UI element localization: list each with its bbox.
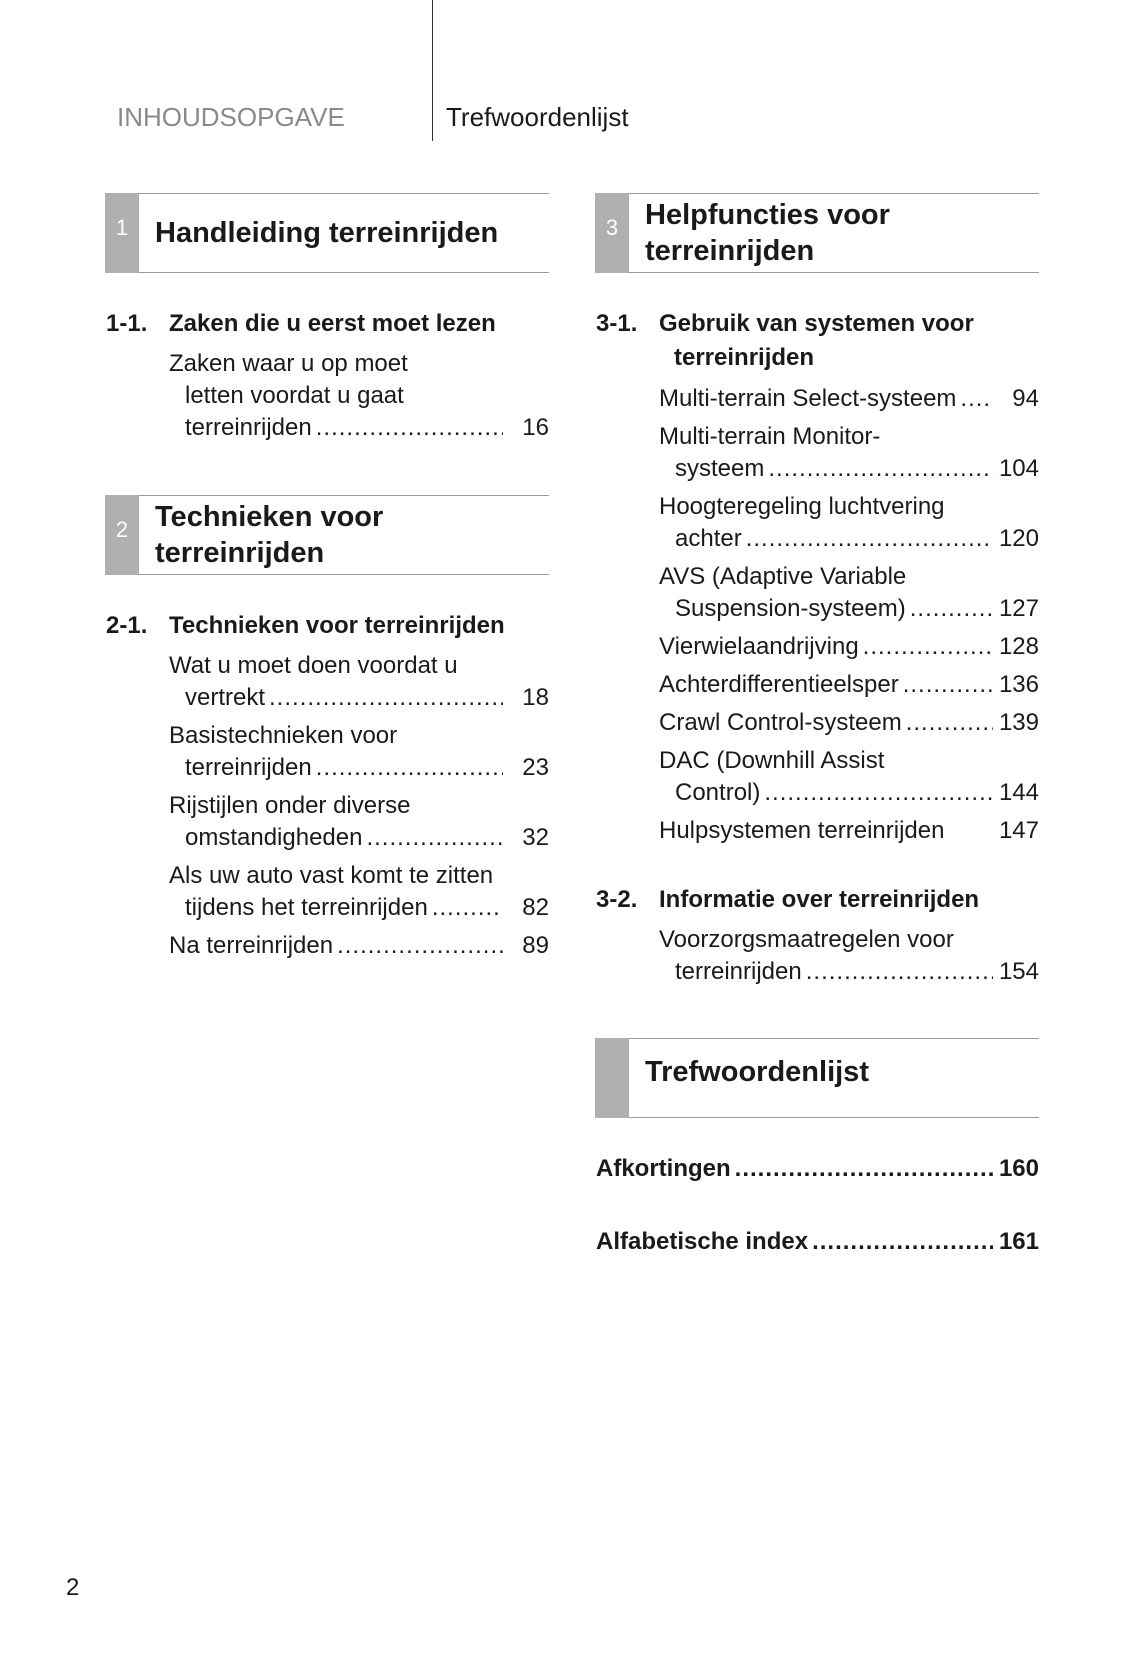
section-2-header xyxy=(105,495,549,575)
page-ref: 139 xyxy=(998,709,1039,736)
subsection-title-line2: terreinrijden xyxy=(674,344,815,371)
page-ref: 104 xyxy=(998,455,1039,482)
toc-entry[interactable]: Vierwielaandrijving ..... 128 xyxy=(659,631,1039,663)
subsection-title[interactable]: Zaken die u eerst moet lezen xyxy=(169,310,496,337)
page-ref: 136 xyxy=(998,671,1039,698)
page-ref: 160 xyxy=(998,1155,1039,1182)
section-number: 1 xyxy=(115,215,129,240)
section-title[interactable]: Trefwoordenlijst xyxy=(645,1056,869,1088)
page-ref: 89 xyxy=(522,932,549,959)
page-ref: 154 xyxy=(998,958,1039,985)
section-number: 2 xyxy=(115,517,129,542)
subsection-number: 3-2. xyxy=(596,886,638,913)
header-toc-label[interactable]: INHOUDSOPGAVE xyxy=(117,102,345,132)
toc-entry[interactable]: DAC (Downhill Assist Control) ..... 144 xyxy=(659,745,1039,809)
page-ref: 23 xyxy=(522,754,549,781)
page-ref: 16 xyxy=(522,414,549,441)
toc-entry[interactable]: Multi-terrain Monitor- systeem ..... 104 xyxy=(659,421,1039,485)
section-tab xyxy=(595,1038,629,1118)
page-ref: 94 xyxy=(1012,385,1039,412)
page-ref: 127 xyxy=(998,595,1039,622)
toc-entry[interactable]: Na terreinrijden ..... 89 xyxy=(169,930,549,962)
toc-entry[interactable]: Crawl Control-systeem ..... 139 xyxy=(659,707,1039,739)
subsection-title[interactable]: Gebruik van systemen voor xyxy=(659,310,974,337)
toc-entry[interactable]: Basistechnieken voor terreinrijden ..... 23 xyxy=(169,720,549,784)
toc-entry[interactable]: Multi-terrain Select-systeem ..... 94 xyxy=(659,383,1039,415)
toc-entry[interactable]: Zaken waar u op moet letten voordat u gaat terreinrijden ..... 16 xyxy=(169,348,549,444)
header-index-label[interactable]: Trefwoordenlijst xyxy=(446,102,629,132)
toc-entry[interactable]: Achterdifferentieelsper ..... 136 xyxy=(659,669,1039,701)
toc-entry[interactable]: Hoogteregeling luchtvering achter ..... 120 xyxy=(659,491,1039,555)
subsection-title[interactable]: Technieken voor terreinrijden xyxy=(169,612,505,639)
page-number: 2 xyxy=(66,1574,80,1601)
toc-entry[interactable]: Voorzorgsmaatregelen voor terreinrijden ..... 154 xyxy=(659,924,1039,988)
section-title[interactable]: Helpfuncties voor terreinrijden xyxy=(645,199,890,267)
subsection-number: 1-1. xyxy=(106,310,148,337)
toc-entry[interactable]: Alfabetische index ..... 161 xyxy=(596,1226,1039,1258)
page-ref: 147 xyxy=(998,817,1039,844)
subsection-3-1 xyxy=(596,307,1046,375)
header-divider xyxy=(432,0,433,141)
page-ref: 32 xyxy=(522,824,549,851)
toc-entry[interactable]: Als uw auto vast komt te zitten tijdens het terreinrijden ..... 82 xyxy=(169,860,549,924)
page-ref: 120 xyxy=(998,525,1039,552)
subsection-number: 2-1. xyxy=(106,612,148,639)
section-index-header xyxy=(595,1038,1039,1118)
section-number: 3 xyxy=(605,215,619,240)
toc-entry[interactable]: Afkortingen ..... 160 xyxy=(596,1153,1039,1185)
toc-entry[interactable]: Wat u moet doen voordat u vertrekt ..... 18 xyxy=(169,650,549,714)
section-3-header xyxy=(595,193,1039,273)
subsection-number: 3-1. xyxy=(596,310,638,337)
page-ref: 82 xyxy=(522,894,549,921)
toc-entry[interactable]: Hulpsystemen terreinrijden 147 xyxy=(659,815,1039,847)
toc-entry[interactable]: Rijstijlen onder diverse omstandigheden ..... 32 xyxy=(169,790,549,854)
toc-entry[interactable]: AVS (Adaptive Variable Suspension-systeem) ..... 127 xyxy=(659,561,1039,625)
page-ref: 144 xyxy=(998,779,1039,806)
page-ref: 18 xyxy=(522,684,549,711)
page-ref: 161 xyxy=(998,1228,1039,1255)
section-title[interactable]: Handleiding terreinrijden xyxy=(155,217,499,249)
subsection-title[interactable]: Informatie over terreinrijden xyxy=(659,886,980,913)
section-1-header xyxy=(105,193,549,273)
page-ref: 128 xyxy=(998,633,1039,660)
section-title[interactable]: Technieken voor terreinrijden xyxy=(155,501,384,569)
